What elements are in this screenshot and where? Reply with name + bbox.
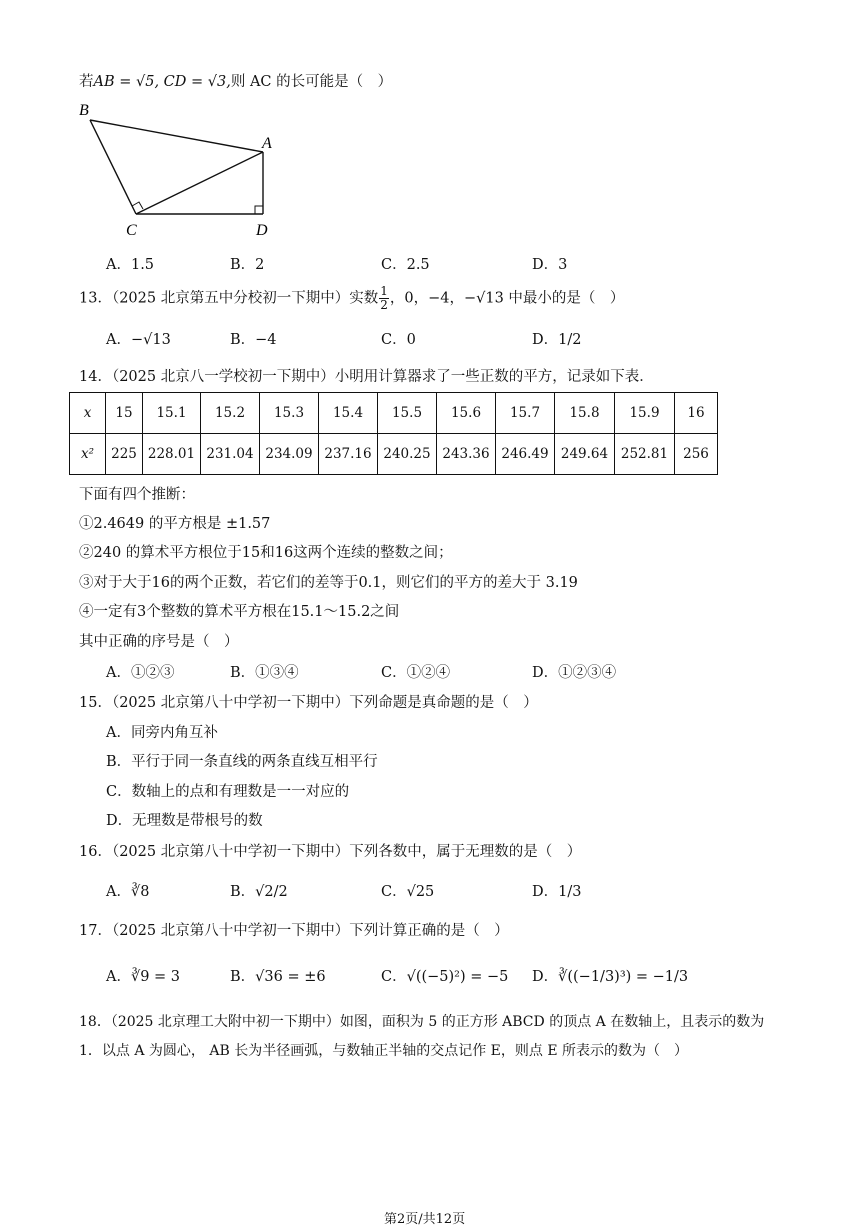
q18-line-1: 18．（2025 北京理工大附中初一下期中）如图，面积为 5 的正方形 ABCD 的顶点 A 在数轴上，且表示的数为 xyxy=(79,1014,765,1030)
table-cell: 256 xyxy=(675,434,718,475)
q12-label-b: B xyxy=(79,102,89,119)
q17-option-c[interactable]: C．√((−5)²) = −5 xyxy=(381,969,509,985)
table-cell: 243.36 xyxy=(437,434,496,475)
q12-right-angle-d xyxy=(255,206,263,214)
q12-label-d: D xyxy=(256,222,268,239)
q15-option-c[interactable]: C．数轴上的点和有理数是一一对应的 xyxy=(106,784,350,800)
q17-option-a[interactable]: A．∛9 = 3 xyxy=(106,969,181,985)
q12-option-a[interactable]: A．1.5 xyxy=(106,257,155,273)
q16-option-d[interactable]: D．1/3 xyxy=(532,884,582,900)
table-cell: 246.49 xyxy=(496,434,555,475)
table-cell: 228.01 xyxy=(143,434,201,475)
q13-option-b[interactable]: B．−4 xyxy=(230,332,277,348)
q16-option-a[interactable]: A．∛8 xyxy=(106,884,150,900)
q16-option-c[interactable]: C．√25 xyxy=(381,884,435,900)
table-cell: 15.3 xyxy=(260,393,319,434)
table-cell: 234.09 xyxy=(260,434,319,475)
q14-option-c[interactable]: C．①②④ xyxy=(381,665,451,681)
table-cell: 240.25 xyxy=(378,434,437,475)
table-cell: 231.04 xyxy=(201,434,260,475)
page-footer: 第2页/共12页 xyxy=(384,1212,466,1227)
q15-option-a[interactable]: A．同旁内角互补 xyxy=(106,725,218,741)
table-row xyxy=(70,393,718,434)
q12-option-c[interactable]: C．2.5 xyxy=(381,257,430,273)
q12-line-ca xyxy=(136,152,263,214)
table-header-x: x xyxy=(70,393,106,434)
table-header-x2: x² xyxy=(70,434,106,475)
q13-half-fraction: $\frac{1}{2}$ xyxy=(380,284,388,312)
table-cell: 15.5 xyxy=(378,393,437,434)
q14-option-b[interactable]: B．①③④ xyxy=(230,665,299,681)
q13-option-d[interactable]: D．1/2 xyxy=(532,332,582,348)
q15-stem: 15．（2025 北京第八十中学初一下期中）下列命题是真命题的是（ ） xyxy=(79,695,538,711)
table-cell: 252.81 xyxy=(615,434,675,475)
q12-stem-suffix: 则 AC 的长可能是（ ） xyxy=(230,74,393,90)
q14-option-d[interactable]: D．①②③④ xyxy=(532,665,617,681)
q14-table xyxy=(69,392,718,475)
table-cell: 15.4 xyxy=(319,393,378,434)
q14-stem: 14．（2025 北京八一学校初一下期中）小明用计算器求了一些正数的平方，记录如下表． xyxy=(79,369,654,385)
q14-statement-4: ④一定有3个整数的算术平方根在15.1～15.2之间 xyxy=(79,604,400,620)
table-cell: 16 xyxy=(675,393,718,434)
q13-option-a[interactable]: A．−√13 xyxy=(106,332,171,348)
q12-option-d[interactable]: D．3 xyxy=(532,257,568,273)
q17-option-d[interactable]: D．∛((−1/3)³) = −1/3 xyxy=(532,969,689,985)
q14-statement-2: ②240 的算术平方根位于15和16这两个连续的整数之间； xyxy=(79,545,453,561)
q17-option-b[interactable]: B．√36 = ±6 xyxy=(230,969,326,985)
q17-stem: 17．（2025 北京第八十中学初一下期中）下列计算正确的是（ ） xyxy=(79,923,509,939)
q12-figure xyxy=(70,95,370,245)
table-cell: 15.6 xyxy=(437,393,496,434)
q14-option-a[interactable]: A．①②③ xyxy=(106,665,175,681)
q12-stem xyxy=(79,70,392,91)
q16-stem: 16．（2025 北京第八十中学初一下期中）下列各数中，属于无理数的是（ ） xyxy=(79,844,582,860)
q12-stem-math: AB = √5, CD = √3, xyxy=(93,74,231,90)
table-cell: 225 xyxy=(106,434,143,475)
q12-line-bc xyxy=(90,120,136,214)
q14-ask: 其中正确的序号是（ ） xyxy=(79,634,239,650)
q14-statement-3: ③对于大于16的两个正数，若它们的差等于0.1，则它们的平方的差大于 3.19 xyxy=(79,575,578,591)
q13-option-c[interactable]: C．0 xyxy=(381,332,416,348)
table-cell: 15.8 xyxy=(555,393,615,434)
table-row xyxy=(70,434,718,475)
q13-stem-text: 13．（2025 北京第五中分校初一下期中）实数 xyxy=(79,290,379,307)
table-cell: 237.16 xyxy=(319,434,378,475)
q12-label-c: C xyxy=(126,222,137,239)
table-cell: 15.9 xyxy=(615,393,675,434)
q16-option-b[interactable]: B．√2/2 xyxy=(230,884,288,900)
q15-option-d[interactable]: D．无理数是带根号的数 xyxy=(106,813,263,829)
q14-statement-1: ①2.4649 的平方根是 ±1.57 xyxy=(79,516,271,532)
table-cell: 15.2 xyxy=(201,393,260,434)
table-cell: 15 xyxy=(106,393,143,434)
q13-stem xyxy=(79,285,624,312)
table-cell: 15.1 xyxy=(143,393,201,434)
q13-stem-tail: ，0，−4，−√13 中最小的是（ ） xyxy=(389,290,625,307)
q12-line-ba xyxy=(90,120,263,152)
q12-label-a: A xyxy=(262,135,272,152)
q15-option-b[interactable]: B．平行于同一条直线的两条直线互相平行 xyxy=(106,754,378,770)
q12-option-b[interactable]: B．2 xyxy=(230,257,265,273)
q14-intro: 下面有四个推断： xyxy=(79,487,195,503)
table-cell: 249.64 xyxy=(555,434,615,475)
table-cell: 15.7 xyxy=(496,393,555,434)
q18-line-2: 1．以点 A 为圆心， AB 长为半径画弧，与数轴正半轴的交点记作 E，则点 E 所表示的数为（ ） xyxy=(79,1043,689,1059)
q12-stem-prefix: 若 xyxy=(79,74,94,90)
